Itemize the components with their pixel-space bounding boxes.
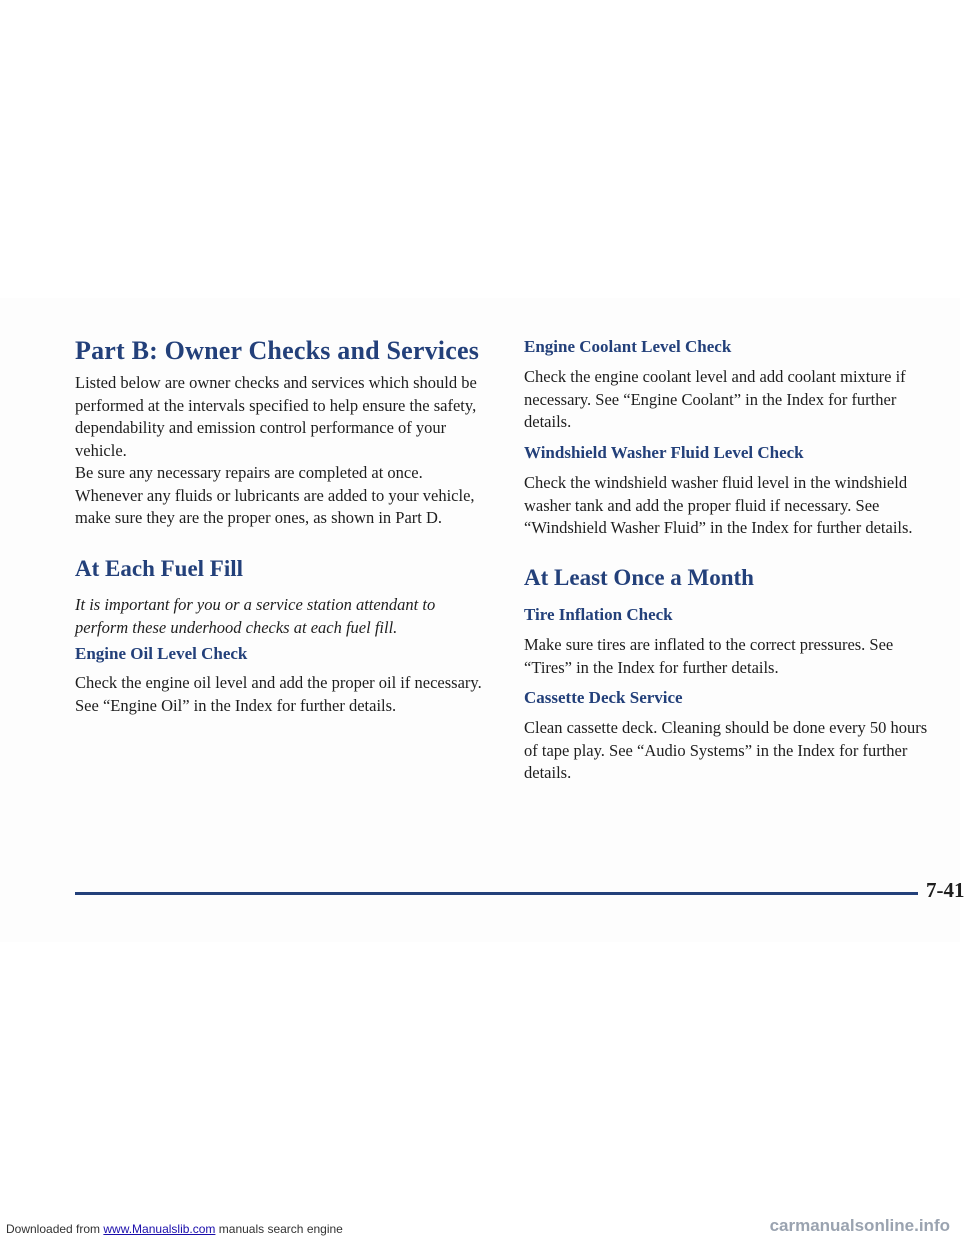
- engine-oil-text: Check the engine oil level and add the proper oil if necessary. See “Engine Oil” in the Index for further details.: [75, 673, 482, 715]
- subheading-engine-coolant: Engine Coolant Level Check: [524, 337, 732, 356]
- washer-fluid-text: Check the windshield washer fluid level in the windshield washer tank and add the proper fluid if necessary. See “Windshield Washer Fluid” in the Index for further details.: [524, 473, 913, 537]
- manual-page: [0, 298, 965, 942]
- footer-rule: [75, 892, 918, 895]
- subheading-washer-fluid: Windshield Washer Fluid Level Check: [524, 443, 804, 462]
- subheading-engine-oil: Engine Oil Level Check: [75, 644, 248, 663]
- download-suffix: manuals search engine: [215, 1222, 343, 1236]
- engine-coolant-text: Check the engine coolant level and add coolant mixture if necessary. See “Engine Coolant” in the Index for further details.: [524, 367, 906, 431]
- download-notice: [6, 1222, 343, 1236]
- fuel-fill-note: It is important for you or a service station attendant to perform these underhood checks at each fuel fill.: [75, 595, 436, 637]
- intro-paragraph-2: Be sure any necessary repairs are completed at once. Whenever any fluids or lubricants are added to your vehicle, make sure they are the proper ones, as shown in Part D.: [75, 463, 475, 527]
- download-prefix: Downloaded from: [6, 1222, 104, 1236]
- section-heading-monthly: At Least Once a Month: [524, 565, 754, 590]
- subheading-tire-inflation: Tire Inflation Check: [524, 605, 673, 624]
- page-number: 7-41: [926, 878, 965, 902]
- page-title: Part B: Owner Checks and Services: [75, 336, 480, 365]
- cassette-deck-text: Clean cassette deck. Cleaning should be done every 50 hours of tape play. See “Audio Systems” in the Index for further details.: [524, 718, 928, 782]
- subheading-cassette-deck: Cassette Deck Service: [524, 688, 683, 707]
- site-watermark: carmanualsonline.info: [769, 1216, 950, 1235]
- section-heading-fuel-fill: At Each Fuel Fill: [75, 556, 244, 581]
- tire-inflation-text: Make sure tires are inflated to the correct pressures. See “Tires” in the Index for further details.: [524, 635, 894, 677]
- intro-paragraph-1: Listed below are owner checks and services which should be performed at the intervals specified to help ensure the safety, dependability and emission control performance of your vehicle.: [75, 373, 477, 460]
- manualslib-link[interactable]: www.Manualslib.com: [103, 1222, 216, 1236]
